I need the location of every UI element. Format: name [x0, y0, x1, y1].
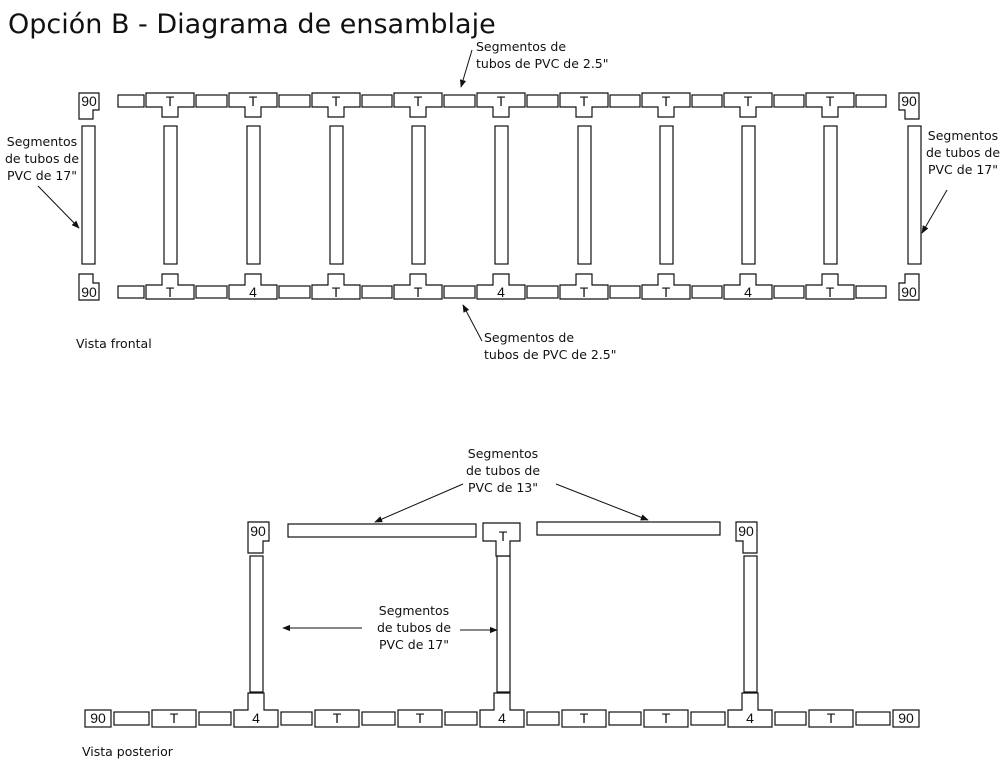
pvc-pipe-17	[495, 126, 508, 264]
pvc-pipe-2-5	[527, 712, 559, 725]
pvc-pipe-2-5	[856, 95, 886, 107]
callout-text: Segmentos	[467, 446, 539, 461]
fitting-label: T	[496, 93, 506, 109]
fitting-label: T	[165, 93, 175, 109]
pvc-pipe-13	[288, 524, 476, 537]
pvc-pipe-2-5	[692, 286, 722, 298]
fitting-label: T	[826, 710, 836, 726]
pvc-pipe-2-5	[527, 286, 558, 298]
fitting-label: 90	[738, 523, 754, 539]
fitting-label: T	[169, 710, 179, 726]
fitting-label: T	[415, 710, 425, 726]
pvc-pipe-2-5	[362, 286, 392, 298]
pvc-pipe-2-5	[362, 712, 395, 725]
callout-text: Segmentos	[378, 603, 450, 618]
fitting-label: 90	[901, 93, 917, 109]
fitting-label: T	[413, 93, 423, 109]
fitting-label: 90	[81, 284, 97, 300]
fitting-label: 4	[252, 710, 260, 726]
fitting-label: T	[332, 710, 342, 726]
pvc-pipe-2-5	[775, 712, 806, 725]
pvc-pipe-2-5	[610, 95, 640, 107]
rear-view-label: Vista posterior	[82, 744, 173, 759]
pvc-pipe-13	[537, 522, 720, 535]
callout-text: PVC de 17"	[6, 168, 78, 183]
callout-text: de tubos de	[376, 620, 452, 635]
leader-arrow	[461, 50, 472, 87]
callout-text: Segmentos de	[476, 39, 567, 54]
pvc-pipe-17	[82, 126, 95, 264]
pvc-pipe-17	[578, 126, 591, 264]
callout-text: PVC de 13"	[467, 480, 539, 495]
callout-text: tubos de PVC de 2.5"	[476, 56, 609, 71]
fitting-label: T	[825, 93, 835, 109]
pvc-pipe-2-5	[444, 95, 475, 107]
fitting-label: T	[661, 93, 671, 109]
fitting-label: T	[743, 93, 753, 109]
rear-view	[82, 522, 919, 759]
pvc-pipe-2-5	[610, 286, 640, 298]
fitting-label: T	[331, 284, 341, 300]
callout-text: PVC de 17"	[927, 162, 999, 177]
pvc-pipe-2-5	[691, 712, 725, 725]
callout-text: tubos de PVC de 2.5"	[484, 347, 617, 362]
callout-text: PVC de 17"	[378, 637, 450, 652]
pvc-pipe-17	[164, 126, 177, 264]
callout-text: de tubos de	[925, 145, 1001, 160]
leader-arrow	[922, 190, 947, 233]
pvc-pipe-2-5	[445, 712, 477, 725]
leader-arrow	[375, 484, 463, 522]
callout-text: Segmentos	[6, 134, 78, 149]
pvc-pipe-2-5	[196, 286, 227, 298]
fitting-label: 90	[81, 93, 97, 109]
pvc-pipe-2-5	[118, 95, 144, 107]
fitting-label: 4	[498, 710, 506, 726]
fitting-label: 4	[497, 284, 505, 300]
fitting-label: 4	[746, 710, 754, 726]
pvc-pipe-2-5	[444, 286, 475, 298]
pvc-pipe-17	[744, 556, 757, 692]
fitting-label: 90	[90, 710, 106, 726]
leader-arrow	[38, 186, 79, 228]
fitting-label: T	[661, 710, 671, 726]
front-view	[76, 93, 921, 351]
pvc-pipe-2-5	[362, 95, 392, 107]
fitting-label: T	[579, 710, 589, 726]
pvc-pipe-17	[824, 126, 837, 264]
pvc-pipe-2-5	[196, 95, 227, 107]
pvc-pipe-2-5	[609, 712, 641, 725]
pvc-pipe-2-5	[281, 712, 312, 725]
fitting-label: T	[579, 284, 589, 300]
fitting-label: T	[331, 93, 341, 109]
diagram-title: Opción B - Diagrama de ensamblaje	[8, 9, 496, 40]
pvc-pipe-2-5	[774, 95, 804, 107]
pvc-pipe-17	[908, 126, 921, 264]
leader-arrow	[556, 484, 648, 520]
leader-arrow	[463, 305, 482, 341]
pvc-pipe-17	[742, 126, 755, 264]
fitting-label: 90	[898, 710, 914, 726]
fitting-label: T	[248, 93, 258, 109]
front-view-label: Vista frontal	[76, 336, 152, 351]
fitting-label: 4	[249, 284, 257, 300]
pvc-pipe-2-5	[527, 95, 558, 107]
pvc-pipe-2-5	[692, 95, 722, 107]
pvc-pipe-2-5	[774, 286, 804, 298]
pvc-pipe-2-5	[199, 712, 231, 725]
pvc-pipe-17	[330, 126, 343, 264]
pvc-pipe-17	[660, 126, 673, 264]
fitting-label: T	[661, 284, 671, 300]
pvc-pipe-2-5	[279, 286, 310, 298]
pvc-pipe-17	[247, 126, 260, 264]
fitting-label: 4	[744, 284, 752, 300]
callout-text: Segmentos	[927, 128, 999, 143]
fitting-label: T	[498, 528, 508, 544]
pvc-pipe-2-5	[118, 286, 144, 298]
pvc-pipe-2-5	[114, 712, 149, 725]
pvc-pipe-17	[250, 556, 263, 692]
fitting-label: T	[165, 284, 175, 300]
fitting-label: 90	[901, 284, 917, 300]
callout-text: Segmentos de	[484, 330, 575, 345]
pvc-pipe-2-5	[279, 95, 310, 107]
callout-text: de tubos de	[465, 463, 541, 478]
pvc-pipe-17	[412, 126, 425, 264]
pvc-pipe-17	[497, 556, 510, 692]
fitting-label: T	[825, 284, 835, 300]
fitting-label: 90	[250, 523, 266, 539]
callout-text: de tubos de	[4, 151, 80, 166]
fitting-label: T	[579, 93, 589, 109]
pvc-pipe-2-5	[856, 286, 886, 298]
fitting-label: T	[413, 284, 423, 300]
pvc-pipe-2-5	[856, 712, 890, 725]
